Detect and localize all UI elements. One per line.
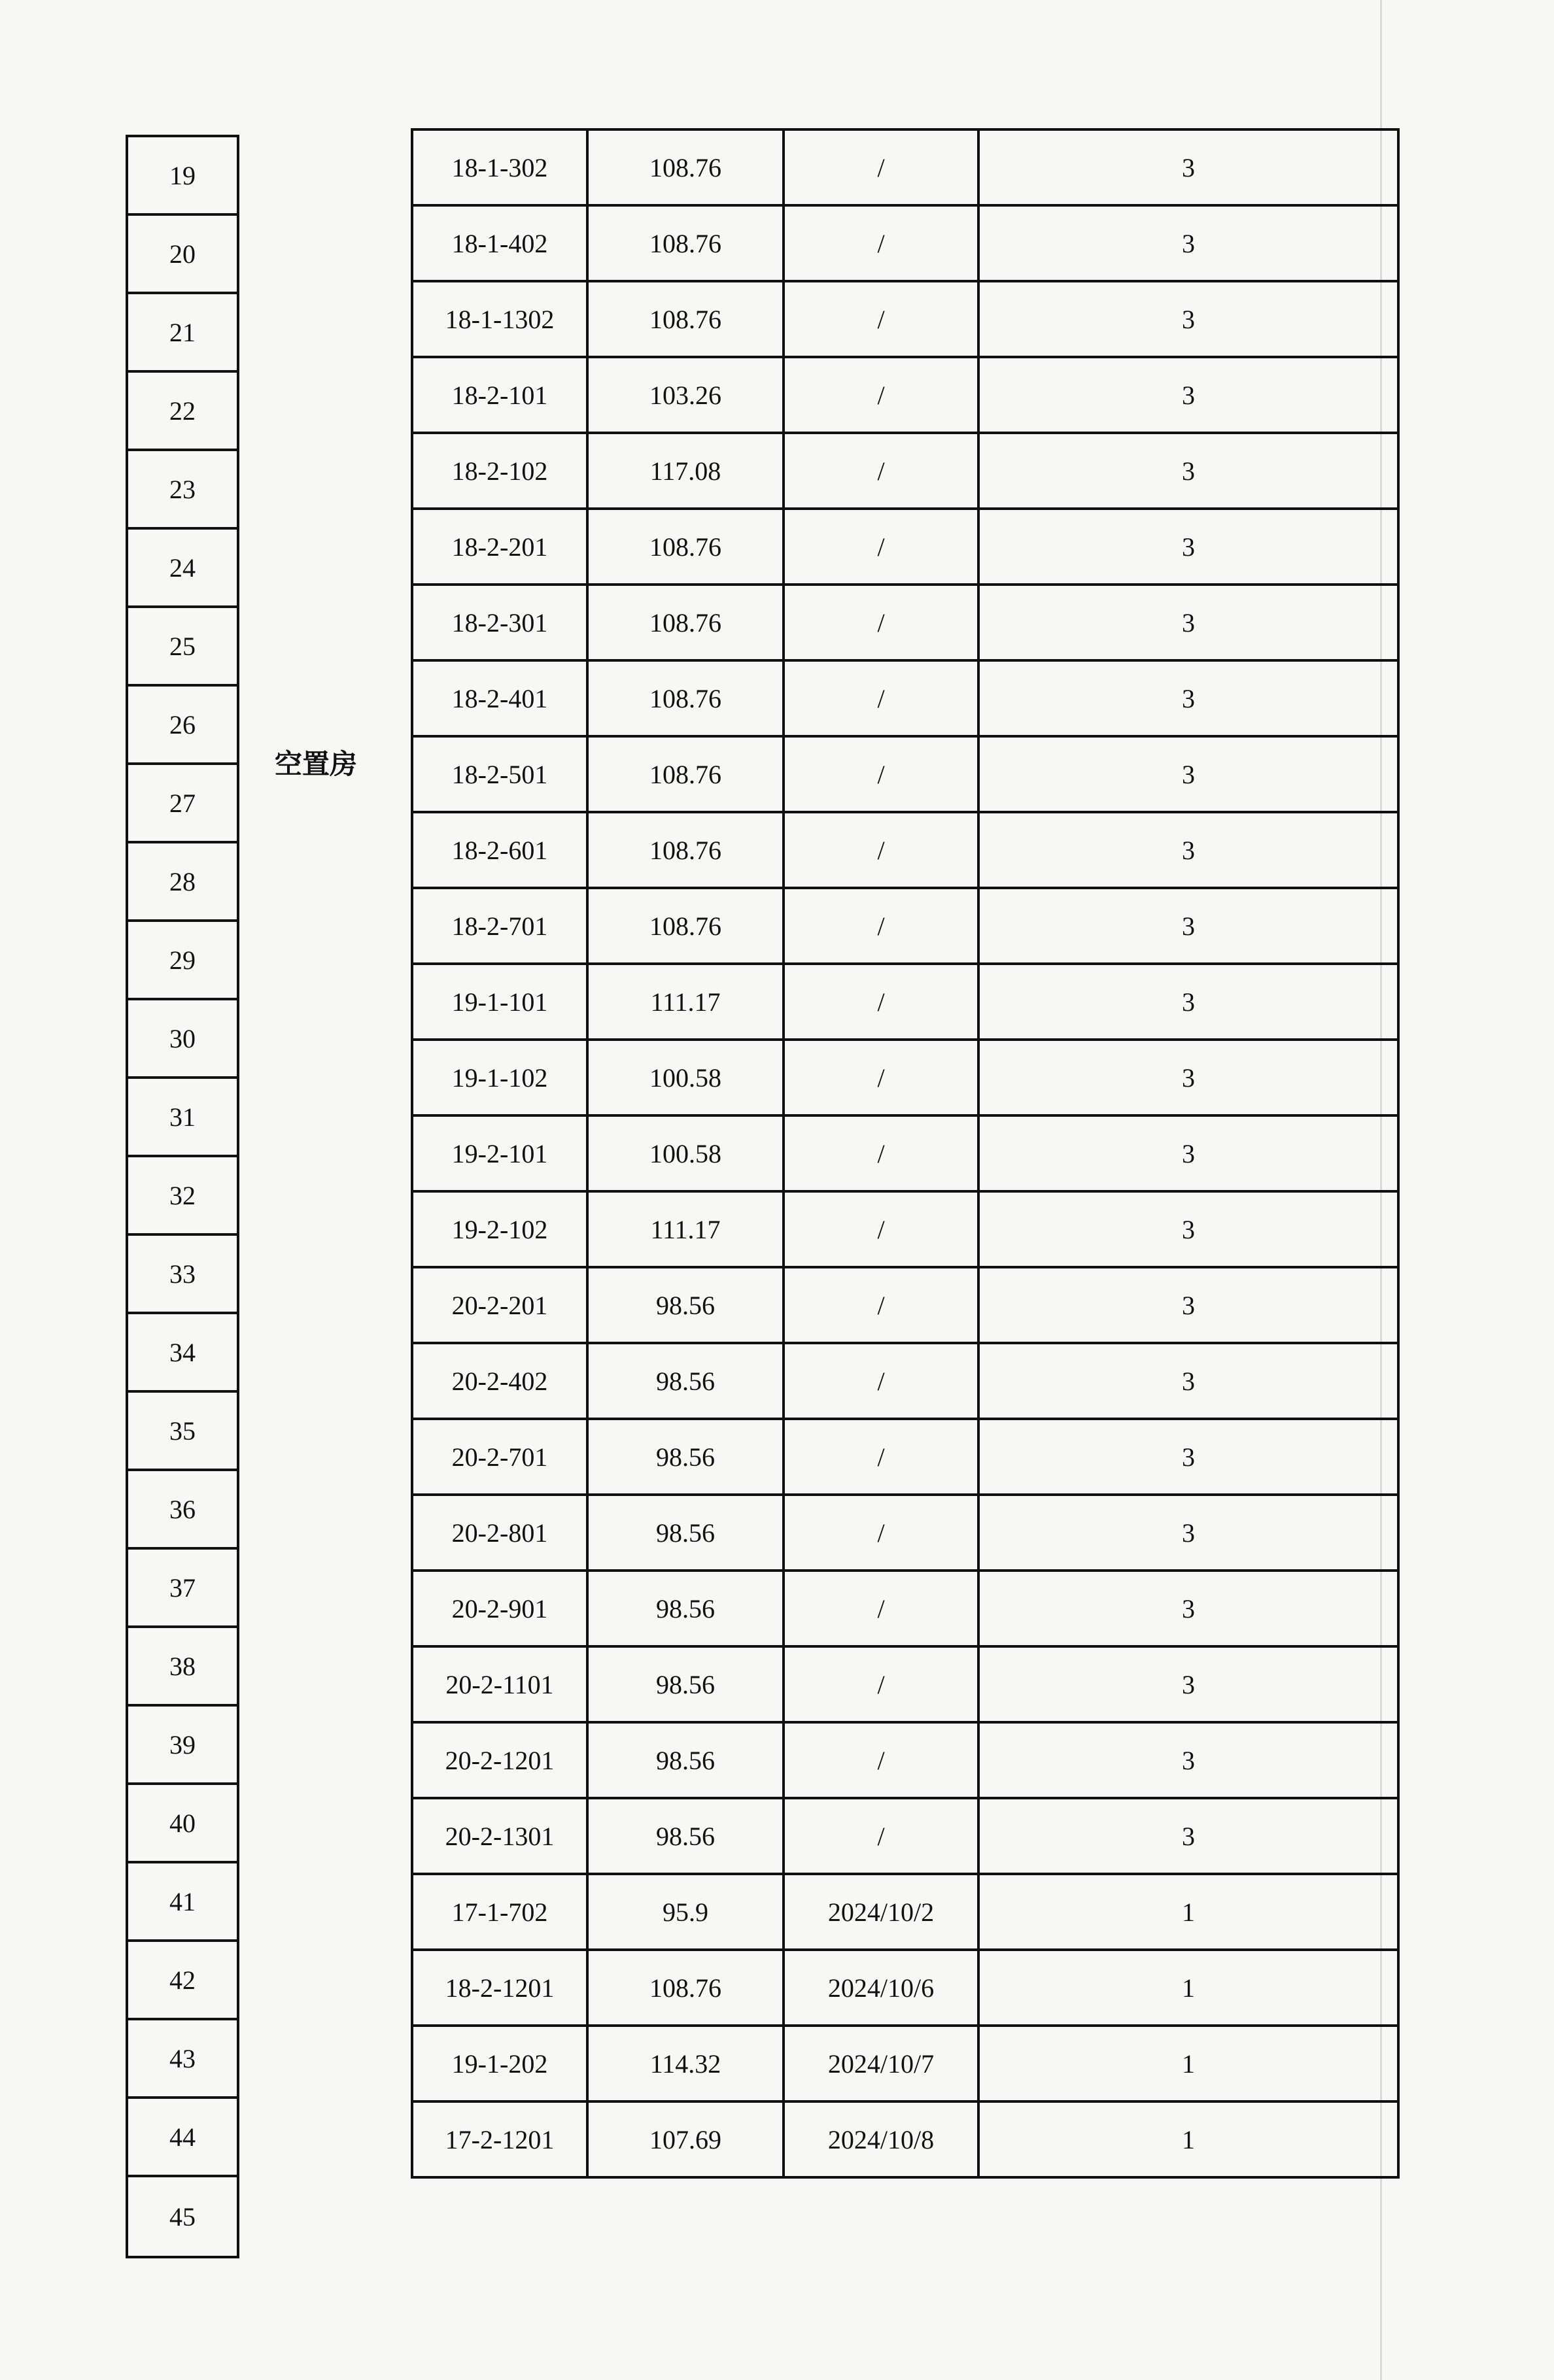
date-cell: / — [784, 736, 978, 812]
area-cell: 103.26 — [587, 357, 784, 433]
row-number-cell: 43 — [128, 2020, 237, 2099]
value-cell: 3 — [978, 888, 1398, 964]
area-cell: 98.56 — [587, 1798, 784, 1874]
row-number-cell: 38 — [128, 1628, 237, 1707]
area-cell: 100.58 — [587, 1115, 784, 1191]
date-cell: / — [784, 205, 978, 281]
date-cell: / — [784, 964, 978, 1040]
unit-number-cell: 18-2-1201 — [412, 1950, 587, 2026]
value-cell: 3 — [978, 1191, 1398, 1267]
table-row — [412, 888, 1398, 964]
area-cell: 98.56 — [587, 1419, 784, 1495]
area-cell: 108.76 — [587, 812, 784, 888]
table-row — [412, 1040, 1398, 1115]
date-cell: / — [784, 1646, 978, 1722]
unit-number-cell: 18-2-601 — [412, 812, 587, 888]
row-number-cell: 42 — [128, 1942, 237, 2020]
row-number-cell: 33 — [128, 1236, 237, 1314]
date-cell: / — [784, 585, 978, 660]
value-cell: 3 — [978, 433, 1398, 509]
table-row — [412, 1722, 1398, 1798]
area-cell: 98.56 — [587, 1722, 784, 1798]
value-cell: 3 — [978, 1646, 1398, 1722]
category-label: 空置房 — [275, 748, 358, 780]
unit-number-cell: 20-2-402 — [412, 1343, 587, 1419]
unit-number-cell: 20-2-1101 — [412, 1646, 587, 1722]
row-number-cell: 39 — [128, 1707, 237, 1785]
row-number-cell: 40 — [128, 1785, 237, 1863]
table-row — [412, 1419, 1398, 1495]
row-number-cell: 30 — [128, 1000, 237, 1079]
table-row — [412, 2026, 1398, 2101]
value-cell: 3 — [978, 736, 1398, 812]
unit-number-cell: 19-2-101 — [412, 1115, 587, 1191]
area-cell: 107.69 — [587, 2101, 784, 2177]
value-cell: 3 — [978, 509, 1398, 585]
unit-table-body — [412, 129, 1398, 2177]
table-row — [412, 129, 1398, 205]
date-cell: / — [784, 1267, 978, 1343]
date-cell: / — [784, 660, 978, 736]
area-cell: 111.17 — [587, 964, 784, 1040]
value-cell: 3 — [978, 1343, 1398, 1419]
table-row — [412, 1874, 1398, 1950]
unit-number-cell: 20-2-901 — [412, 1571, 587, 1646]
table-row — [412, 964, 1398, 1040]
row-number-cell: 21 — [128, 294, 237, 373]
value-cell: 3 — [978, 812, 1398, 888]
value-cell: 3 — [978, 281, 1398, 357]
table-row — [412, 1950, 1398, 2026]
date-cell: / — [784, 1722, 978, 1798]
unit-number-cell: 17-2-1201 — [412, 2101, 587, 2177]
area-cell: 108.76 — [587, 281, 784, 357]
unit-number-cell: 17-1-702 — [412, 1874, 587, 1950]
unit-number-cell: 20-2-201 — [412, 1267, 587, 1343]
unit-number-cell: 20-2-1301 — [412, 1798, 587, 1874]
area-cell: 98.56 — [587, 1267, 784, 1343]
value-cell: 3 — [978, 1115, 1398, 1191]
value-cell: 3 — [978, 1267, 1398, 1343]
area-cell: 108.76 — [587, 1950, 784, 2026]
date-cell: / — [784, 888, 978, 964]
unit-number-cell: 18-2-101 — [412, 357, 587, 433]
area-cell: 114.32 — [587, 2026, 784, 2101]
row-number-cell: 45 — [169, 2202, 196, 2232]
date-cell: / — [784, 1191, 978, 1267]
row-number-cell: 26 — [128, 687, 237, 765]
table-row — [412, 1267, 1398, 1343]
area-cell: 108.76 — [587, 736, 784, 812]
area-cell: 108.76 — [587, 660, 784, 736]
date-cell: 2024/10/8 — [784, 2101, 978, 2177]
date-cell: / — [784, 812, 978, 888]
date-cell: / — [784, 1571, 978, 1646]
value-cell: 3 — [978, 205, 1398, 281]
table-row — [412, 433, 1398, 509]
unit-number-cell: 20-2-1201 — [412, 1722, 587, 1798]
date-cell: 2024/10/6 — [784, 1950, 978, 2026]
row-number-cell: 36 — [128, 1471, 237, 1550]
area-cell: 108.76 — [587, 205, 784, 281]
table-row — [412, 509, 1398, 585]
date-cell: / — [784, 1115, 978, 1191]
row-number-cell: 20 — [128, 216, 237, 294]
date-cell: 2024/10/7 — [784, 2026, 978, 2101]
table-row — [412, 2101, 1398, 2177]
value-cell: 3 — [978, 1495, 1398, 1571]
date-cell: / — [784, 281, 978, 357]
area-cell: 117.08 — [587, 433, 784, 509]
area-cell: 108.76 — [587, 888, 784, 964]
area-cell: 98.56 — [587, 1646, 784, 1722]
row-number-cell: 23 — [128, 451, 237, 530]
unit-number-cell: 20-2-701 — [412, 1419, 587, 1495]
date-cell: / — [784, 357, 978, 433]
table-row — [412, 1571, 1398, 1646]
table-row — [412, 736, 1398, 812]
date-cell: / — [784, 1419, 978, 1495]
area-cell: 108.76 — [587, 129, 784, 205]
table-row — [412, 281, 1398, 357]
area-cell: 108.76 — [587, 585, 784, 660]
unit-number-cell: 19-1-202 — [412, 2026, 587, 2101]
date-cell: 2024/10/2 — [784, 1874, 978, 1950]
row-number-cell: 19 — [128, 137, 237, 216]
value-cell: 1 — [978, 2026, 1398, 2101]
unit-number-cell: 19-1-102 — [412, 1040, 587, 1115]
area-cell: 98.56 — [587, 1495, 784, 1571]
date-cell: / — [784, 129, 978, 205]
area-cell: 98.56 — [587, 1571, 784, 1646]
row-number-cell: 31 — [128, 1079, 237, 1157]
value-cell: 3 — [978, 1722, 1398, 1798]
unit-table — [411, 128, 1400, 2179]
area-cell: 98.56 — [587, 1343, 784, 1419]
unit-number-cell: 18-1-1302 — [412, 281, 587, 357]
table-row — [412, 1343, 1398, 1419]
date-cell: / — [784, 1040, 978, 1115]
unit-number-cell: 18-2-501 — [412, 736, 587, 812]
row-number-cell: 28 — [128, 843, 237, 922]
table-row — [412, 1646, 1398, 1722]
unit-number-cell: 18-1-302 — [412, 129, 587, 205]
unit-number-cell: 20-2-801 — [412, 1495, 587, 1571]
table-row — [412, 812, 1398, 888]
unit-number-cell: 19-2-102 — [412, 1191, 587, 1267]
unit-number-cell: 18-2-201 — [412, 509, 587, 585]
value-cell: 1 — [978, 1874, 1398, 1950]
row-number-cell: 22 — [128, 373, 237, 451]
table-row — [412, 1115, 1398, 1191]
row-number-column — [126, 135, 239, 2258]
area-cell: 95.9 — [587, 1874, 784, 1950]
row-number-cell: 24 — [128, 530, 237, 608]
table-row — [412, 1798, 1398, 1874]
table-row — [412, 585, 1398, 660]
date-cell: / — [784, 1798, 978, 1874]
date-cell: / — [784, 1343, 978, 1419]
value-cell: 3 — [978, 1571, 1398, 1646]
table-row — [412, 1191, 1398, 1267]
table-row — [412, 660, 1398, 736]
row-number-cell: 27 — [128, 765, 237, 843]
row-number-cell: 32 — [128, 1157, 237, 1236]
unit-number-cell: 18-2-701 — [412, 888, 587, 964]
unit-number-cell: 18-1-402 — [412, 205, 587, 281]
value-cell: 3 — [978, 660, 1398, 736]
row-number-cell: 37 — [128, 1550, 237, 1628]
area-cell: 111.17 — [587, 1191, 784, 1267]
area-cell: 100.58 — [587, 1040, 784, 1115]
date-cell: / — [784, 1495, 978, 1571]
table-row — [412, 1495, 1398, 1571]
date-cell: / — [784, 509, 978, 585]
value-cell: 3 — [978, 357, 1398, 433]
row-number-cell: 41 — [128, 1863, 237, 1942]
unit-number-cell: 18-2-102 — [412, 433, 587, 509]
value-cell: 3 — [978, 964, 1398, 1040]
row-number-cell: 34 — [128, 1314, 237, 1393]
row-number-cell: 35 — [128, 1393, 237, 1471]
unit-number-cell: 18-2-301 — [412, 585, 587, 660]
value-cell: 1 — [978, 1950, 1398, 2026]
row-number-cell: 25 — [128, 608, 237, 687]
table-row — [412, 205, 1398, 281]
table-row — [412, 357, 1398, 433]
value-cell: 3 — [978, 1040, 1398, 1115]
value-cell: 1 — [978, 2101, 1398, 2177]
value-cell: 3 — [978, 129, 1398, 205]
unit-number-cell: 19-1-101 — [412, 964, 587, 1040]
row-number-cell: 44 — [128, 2099, 237, 2177]
value-cell: 3 — [978, 1419, 1398, 1495]
date-cell: / — [784, 433, 978, 509]
row-number-cell: 29 — [128, 922, 237, 1000]
value-cell: 3 — [978, 1798, 1398, 1874]
unit-number-cell: 18-2-401 — [412, 660, 587, 736]
value-cell: 3 — [978, 585, 1398, 660]
area-cell: 108.76 — [587, 509, 784, 585]
